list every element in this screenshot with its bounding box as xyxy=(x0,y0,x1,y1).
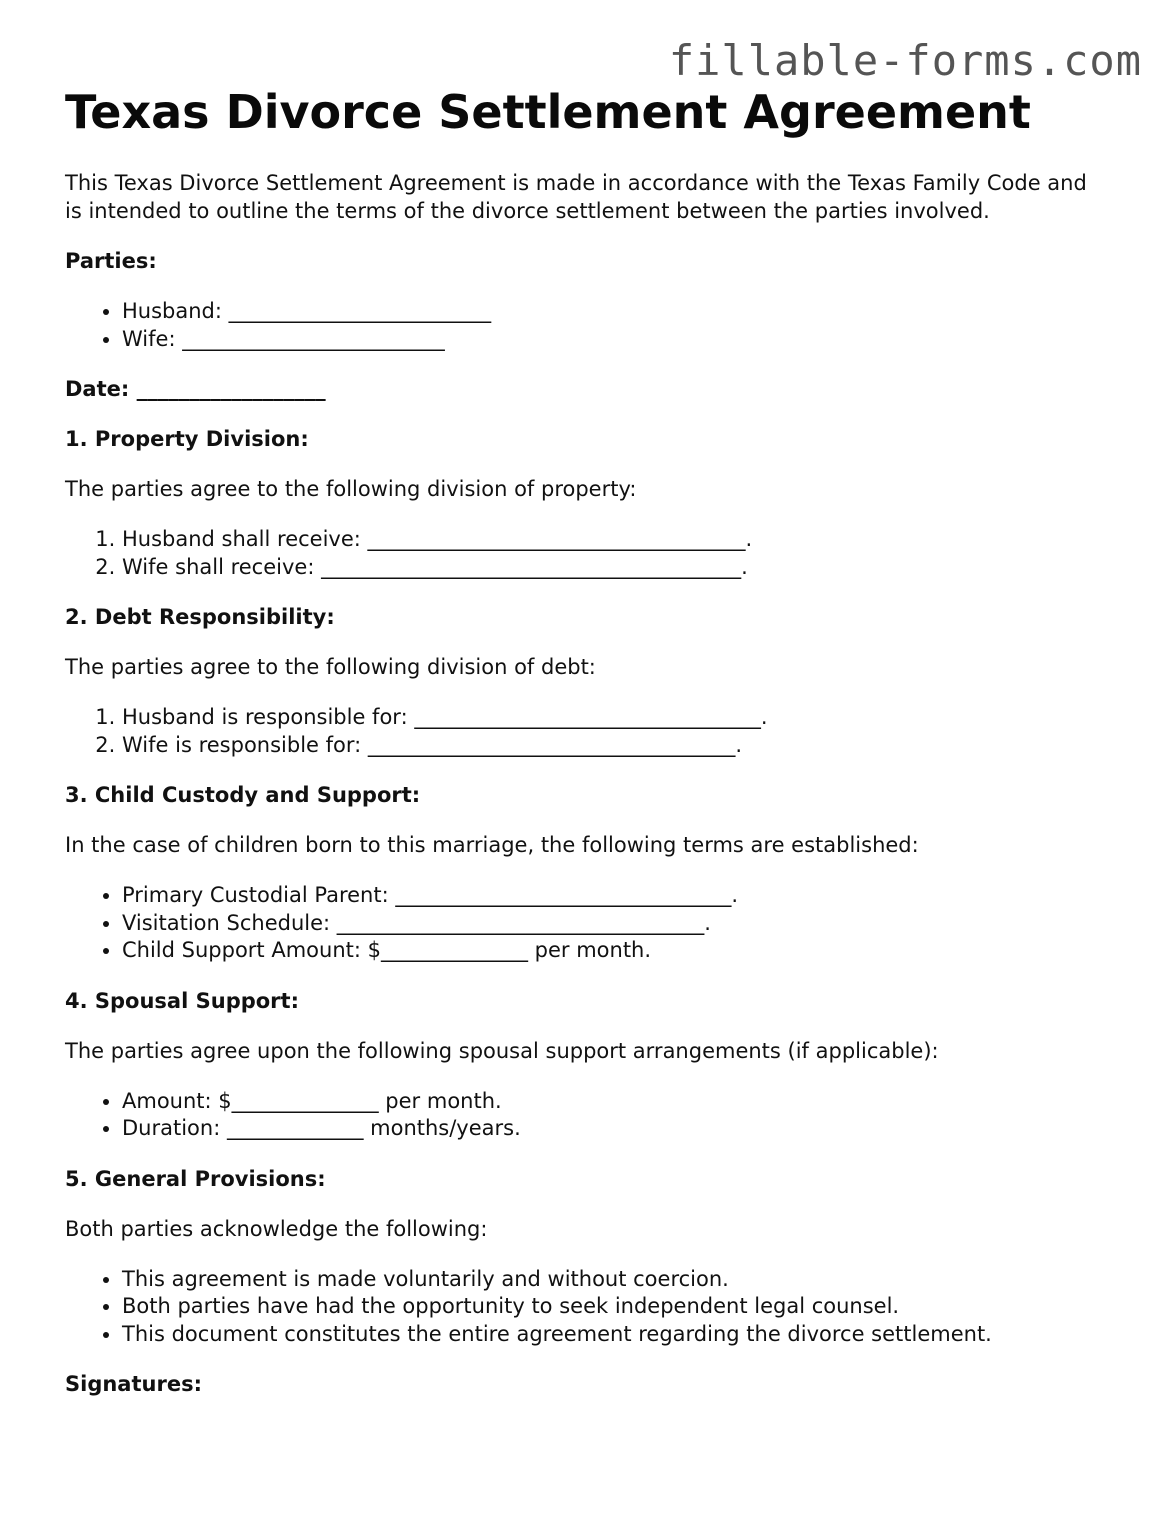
signatures-heading: Signatures: xyxy=(65,1372,202,1396)
custody-list xyxy=(65,882,1125,965)
general-list xyxy=(65,1266,1125,1349)
date-field[interactable]: Date: __________________ xyxy=(65,377,326,401)
spousal-intro: The parties agree upon the following spousal support arrangements (if applicable): xyxy=(65,1038,939,1063)
spousal-list xyxy=(65,1088,1125,1143)
wife-debt-field[interactable]: 2. Wife is responsible for: ___________________________________. xyxy=(122,732,1125,760)
husband-debt-field[interactable]: 1. Husband is responsible for: _________________________________. xyxy=(122,704,1125,732)
parties-heading: Parties: xyxy=(65,249,157,273)
parties-list xyxy=(65,298,1125,353)
spousal-duration-field[interactable]: • Duration: _____________ months/years. xyxy=(122,1115,1125,1143)
property-intro: The parties agree to the following division of property: xyxy=(65,477,637,501)
wife-name-field[interactable]: • Wife: _________________________ xyxy=(122,326,1125,354)
custody-heading: 3. Child Custody and Support: xyxy=(65,783,421,807)
document-title: Texas Divorce Settlement Agreement xyxy=(65,85,1031,139)
child-support-amount-field[interactable]: • Child Support Amount: $______________ per month. xyxy=(122,937,1125,965)
custodial-parent-field[interactable]: • Primary Custodial Parent: ________________________________. xyxy=(122,882,1125,910)
general-intro: Both parties acknowledge the following: xyxy=(65,1216,488,1241)
intro-paragraph: This Texas Divorce Settlement Agreement is made in accordance with the Texas Family Code and is intended to outline the terms of the divorce settlement between the parties involved. xyxy=(65,171,1087,223)
general-heading: 5. General Provisions: xyxy=(65,1166,326,1191)
document-page xyxy=(65,84,1125,1398)
watermark: fillable-forms.com xyxy=(668,36,1142,85)
debt-heading: 2. Debt Responsibility: xyxy=(65,605,335,629)
spousal-amount-field[interactable]: • Amount: $______________ per month. xyxy=(122,1088,1125,1116)
list-item: • This document constitutes the entire agreement regarding the divorce settlement. xyxy=(122,1321,1125,1349)
visitation-schedule-field[interactable]: • Visitation Schedule: ___________________________________. xyxy=(122,910,1125,938)
debt-list xyxy=(65,704,1125,759)
list-item: • Both parties have had the opportunity to seek independent legal counsel. xyxy=(122,1293,1125,1321)
husband-property-field[interactable]: 1. Husband shall receive: ____________________________________. xyxy=(122,526,1125,554)
custody-intro: In the case of children born to this marriage, the following terms are established: xyxy=(65,833,919,857)
debt-intro: The parties agree to the following division of debt: xyxy=(65,655,596,679)
property-list xyxy=(65,526,1125,581)
list-item: • This agreement is made voluntarily and without coercion. xyxy=(122,1266,1125,1294)
property-heading: 1. Property Division: xyxy=(65,427,309,451)
husband-name-field[interactable]: • Husband: _________________________ xyxy=(122,298,1125,326)
wife-property-field[interactable]: 2. Wife shall receive: ________________________________________. xyxy=(122,554,1125,582)
spousal-heading: 4. Spousal Support: xyxy=(65,988,299,1013)
